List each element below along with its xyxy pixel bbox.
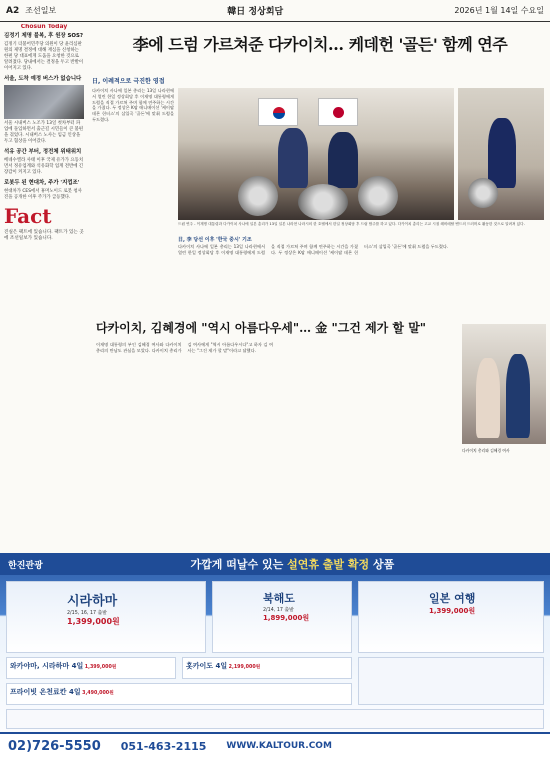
slogan-post: 상품 xyxy=(372,558,395,571)
japan-flag-icon xyxy=(318,98,358,126)
tile-title: 시라하마 xyxy=(67,594,118,609)
ad-tile-japan[interactable] xyxy=(358,581,544,653)
photo3-caption: 다카이치 총리와 김혜경 여사 xyxy=(462,448,510,453)
ad-banner xyxy=(0,553,550,575)
tile-title: 일본 여행 xyxy=(429,592,476,605)
row-price: 1,399,000원 xyxy=(84,665,117,670)
row-title: 홋카이도 4일 xyxy=(186,662,228,670)
newspaper-name: 조선일보 xyxy=(25,6,57,15)
brief-1-text: 김정기 더불어민주당 의원이 당 윤리심판원의 제명 결정에 대해 재심을 신청하는 한편 당 대표에게 도움을 요청한 것으로 알려졌다. 당내에서는 결정을 두고 반발이 이어지고 있다. xyxy=(4,42,84,71)
article-column-1 xyxy=(92,88,174,306)
chosun-today-label: Chosun Today xyxy=(20,24,68,30)
drum-photo xyxy=(178,88,454,220)
website-link[interactable]: WWW.KALTOUR.COM xyxy=(226,741,332,751)
ad-slogan xyxy=(43,556,542,572)
ad-row-3[interactable] xyxy=(6,683,352,705)
issue-date: 2026년 1월 14일 수요일 xyxy=(454,6,544,15)
paragraph-1: 다카이치 사나에 일본 총리는 13일 나라현에서 열린 한일 정상회담 후 이재명 대통령에게 드럼을 직접 가르쳐 주며 함께 연주하는 시간을 가졌다. 두 정상은 K팝 애니메이션 '케이팝 데몬 헌터스'의 삽입곡 '골든'에 맞춰 드럼을 두드렸다. xyxy=(92,88,174,122)
pm-figure xyxy=(328,132,358,188)
photo-caption: 드럼 연주 - 이재명 대통령과 다카이치 사나에 일본 총리가 13일 일본 나라현 나라시의 한 호텔에서 한일 정상회담 후 드럼 합주를 하고 있다. 다카이치 총리는 고교 시절 헤비메탈 밴드의 드러머로 활동한 것으로 알려져 있다. xyxy=(178,222,525,226)
brief-1 xyxy=(4,33,84,72)
paragraph-2: 이재명 대통령의 부인 김혜경 여사와 다카이치 총리의 만남도 관심을 모았다. 다카이치 총리가 김 여사에게 "역시 아름다우시다"고 하자 김 여사는 "그건 제가 할 말"이라고 답했다. xyxy=(96,342,273,353)
pm-drum-photo xyxy=(458,88,544,220)
ad-brand: 한진관광 xyxy=(8,560,43,571)
subhead-2: 日, 李 당선 이후 '한국 중시' 기조 xyxy=(178,237,252,243)
drum-icon xyxy=(238,176,278,216)
brief-4-text: 현대차가 CES에서 휴머노이드 로봇 청사진을 공개한 이후 주가가 급등했다. xyxy=(4,189,82,200)
page-header xyxy=(0,0,550,22)
drum-icon xyxy=(358,176,398,216)
drum-icon xyxy=(468,178,498,208)
second-article-body xyxy=(96,342,456,542)
ad-list-bottom xyxy=(6,709,544,729)
brief-3-title: 석유 공간 부터, 정전체 위태위치 xyxy=(4,149,82,155)
brief-2 xyxy=(4,76,84,145)
tile-title: 북해도 xyxy=(263,592,295,605)
ad-tile-hokkaido[interactable] xyxy=(212,581,352,653)
phone-number-2[interactable]: 051-463-2115 xyxy=(120,739,207,753)
brief-3 xyxy=(4,149,84,176)
row-title: 와카야마, 시라하마 4일 xyxy=(10,662,84,670)
bus-photo xyxy=(4,85,84,119)
ad-list xyxy=(358,657,544,705)
slogan-pre: 가깝게 떠날수 있는 xyxy=(190,558,284,571)
fact-logo: Fact xyxy=(4,204,52,228)
left-column xyxy=(4,24,84,550)
row-price: 2,199,000원 xyxy=(228,665,261,670)
drum-icon xyxy=(298,184,348,220)
tile-sub: 2/15, 16, 17 출발 xyxy=(67,611,107,616)
page-number: A2 xyxy=(6,5,20,16)
main-article xyxy=(90,24,546,550)
ad-row-1[interactable] xyxy=(6,657,176,679)
section-title: 韓日 정상회담 xyxy=(227,7,284,17)
first-ladies-photo xyxy=(462,324,546,444)
slogan-highlight: 설연휴 출발 확정 xyxy=(287,558,370,571)
fact-text: 진실은 팩트에 있습니다. 팩트가 있는 곳에 조선일보가 있습니다. xyxy=(4,230,84,242)
travel-ad xyxy=(0,553,550,758)
president-figure xyxy=(278,128,308,188)
brief-2-title: 서울, 도착 예정 버스가 없습니다 xyxy=(4,76,82,82)
row-title: 프라이빗 온천료칸 4일 xyxy=(10,688,81,696)
ad-tile-shirahama[interactable] xyxy=(6,581,206,653)
tile-price: 1,399,000원 xyxy=(429,607,476,615)
figure xyxy=(476,358,500,438)
paragraph-1-repeat: 다카이치 사나에 일본 총리는 13일 나라현에서 열린 한일 정상회담 후 이재명 대통령에게 드럼을 직접 가르쳐 주며 함께 연주하는 시간을 가졌다. 두 정상은 K팝 애니메이션 '케이팝 데몬 헌터스'의 삽입곡 '골든'에 맞춰 드럼을 두드렸다. xyxy=(178,244,449,255)
brief-4-title: 로봇두 된 현대차, 주가 '지껍조' xyxy=(4,180,80,186)
korea-flag-icon xyxy=(258,98,298,126)
brief-2-text: 서울 시내버스 노조가 13일 첫차부터 파업에 돌입하면서 출근길 시민들이 큰 불편을 겪었다. 시내버스 노사는 임금 인상을 두고 협상을 이어갔다. xyxy=(4,121,84,144)
main-headline: 李에 드럼 가르쳐준 다카이치… 케데헌 '골든' 함께 연주 xyxy=(132,35,508,54)
article-columns xyxy=(178,244,544,314)
subhead-1: 日, 이례적으로 극진한 영접 xyxy=(92,78,165,85)
row-price: 3,490,000원 xyxy=(82,691,114,696)
ad-row-2[interactable] xyxy=(182,657,352,679)
tile-sub: 2/14, 17 출발 xyxy=(263,608,294,613)
ad-footer xyxy=(0,732,550,758)
phone-number[interactable]: 02)726-5550 xyxy=(8,738,101,754)
tile-price: 1,399,000원 xyxy=(67,617,120,626)
brief-3-text: 베네수엘라 사태 이후 국제 유가가 요동치면서 정유업계와 석유화학 업계 전반에 긴장감이 커지고 있다. xyxy=(4,158,84,175)
tile-price: 1,899,000원 xyxy=(263,614,310,622)
second-headline: 다카이치, 김혜경에 "역시 아름다우세"… 金 "그건 제가 할 말" xyxy=(96,321,427,335)
figure xyxy=(506,354,530,438)
brief-4 xyxy=(4,180,84,201)
brief-1-title: 김정기 제명 불복, 후 원장 SOS? xyxy=(4,33,83,39)
pm-figure xyxy=(488,118,516,188)
